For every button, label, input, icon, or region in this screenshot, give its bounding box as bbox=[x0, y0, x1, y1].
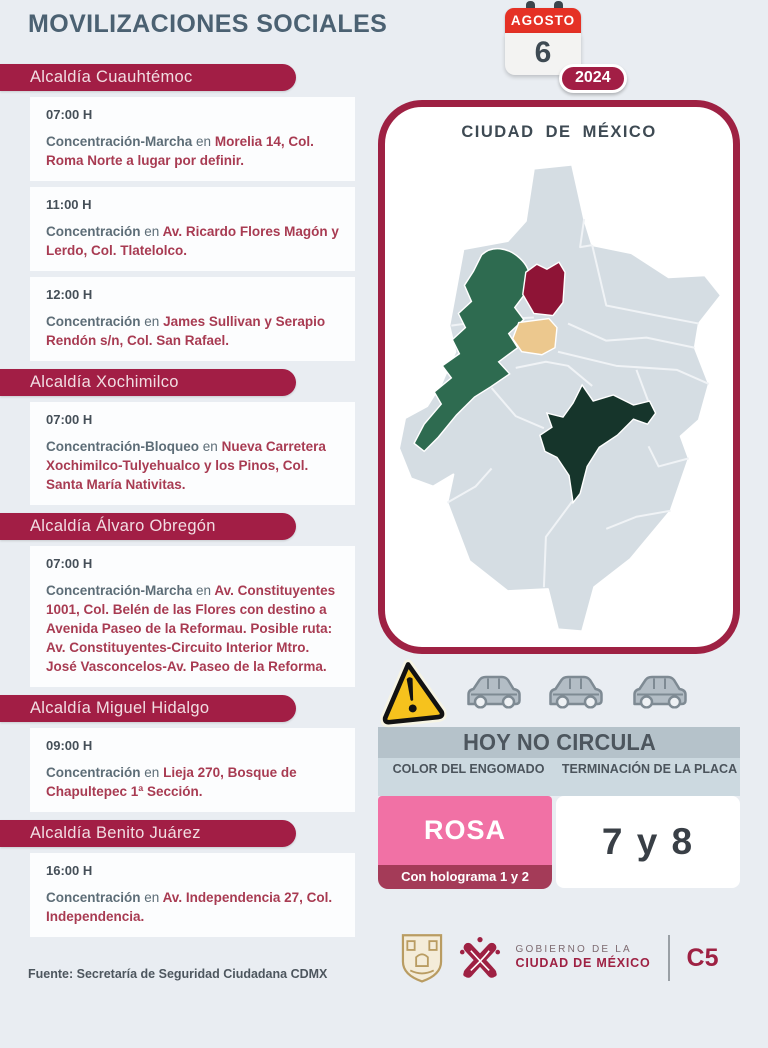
calendar-month: AGOSTO bbox=[505, 8, 581, 33]
footer-logos bbox=[378, 920, 740, 996]
alcaldia-section bbox=[0, 820, 360, 937]
event-type: Concentración bbox=[46, 314, 141, 329]
event-connector: en bbox=[144, 314, 160, 329]
hoy-no-circula-headers bbox=[378, 758, 740, 796]
alcaldia-name: Alcaldía Benito Juárez bbox=[30, 824, 201, 842]
alcaldia-header bbox=[0, 820, 296, 847]
alcaldia-name: Alcaldía Xochimilco bbox=[30, 373, 179, 391]
cdmx-map-panel bbox=[378, 100, 740, 654]
event-description bbox=[46, 132, 341, 170]
alcaldia-section bbox=[0, 695, 360, 812]
event-card bbox=[30, 402, 355, 505]
event-time: 11:00 H bbox=[46, 197, 92, 212]
page-title: MOVILIZACIONES SOCIALES bbox=[28, 10, 388, 38]
alcaldia-section bbox=[0, 369, 360, 505]
alcaldia-events bbox=[0, 546, 360, 687]
event-location: Morelia 14, Col. Roma Norte a lugar por definir. bbox=[46, 134, 314, 168]
event-description bbox=[46, 312, 341, 350]
engomado-color-cell bbox=[378, 796, 552, 889]
alcaldia-header bbox=[0, 64, 296, 91]
event-location: Nueva Carretera Xochimilco-Tulyehualco y los Pinos, Col. Santa María Nativitas. bbox=[46, 439, 326, 492]
event-description bbox=[46, 437, 341, 494]
government-line2: CIUDAD DE MÉXICO bbox=[515, 956, 651, 971]
event-connector: en bbox=[196, 583, 212, 598]
plate-ending-value: 7 y 8 bbox=[556, 796, 740, 888]
event-type: Concentración bbox=[46, 890, 141, 905]
car-icon bbox=[464, 672, 524, 709]
event-description bbox=[46, 763, 341, 801]
warning-triangle-icon bbox=[375, 655, 448, 730]
event-card bbox=[30, 853, 355, 937]
alcaldia-events bbox=[0, 402, 360, 505]
event-location: Av. Ricardo Flores Magón y Lerdo, Col. Tlatelolco. bbox=[46, 224, 339, 258]
hoy-no-circula-title-text: HOY NO CIRCULA bbox=[462, 729, 656, 755]
event-description bbox=[46, 888, 341, 926]
event-location: James Sullivan y Serapio Rendón s/n, Col. San Rafael. bbox=[46, 314, 326, 348]
government-line1: GOBIERNO DE LA bbox=[515, 943, 632, 955]
event-description bbox=[46, 581, 341, 676]
source-note: Fuente: Secretaría de Seguridad Ciudadana CDMX bbox=[28, 967, 328, 981]
event-connector: en bbox=[202, 439, 218, 454]
alcaldia-header bbox=[0, 369, 296, 396]
car-icon bbox=[630, 672, 690, 709]
alcaldia-name: Alcaldía Cuauhtémoc bbox=[30, 68, 193, 86]
column-header-placa: TERMINACIÓN DE LA PLACA bbox=[561, 762, 738, 776]
alcaldia-name: Alcaldía Álvaro Obregón bbox=[30, 517, 216, 535]
engomado-color-value: ROSA bbox=[378, 796, 552, 865]
event-connector: en bbox=[144, 765, 160, 780]
event-location: Lieja 270, Bosque de Chapultepec 1ª Sección. bbox=[46, 765, 297, 799]
event-card bbox=[30, 277, 355, 361]
alcaldia-header bbox=[0, 513, 296, 540]
alcaldia-section bbox=[0, 64, 360, 361]
coat-of-arms-shield-icon bbox=[400, 931, 444, 985]
event-card bbox=[30, 97, 355, 181]
cdmx-x-logo-icon bbox=[457, 932, 503, 984]
logo-divider bbox=[668, 935, 670, 981]
alcaldia-events bbox=[0, 853, 360, 937]
event-connector: en bbox=[196, 134, 212, 149]
cdmx-map bbox=[395, 153, 727, 639]
event-type: Concentración-Bloqueo bbox=[46, 439, 200, 454]
government-wordmark bbox=[516, 944, 651, 972]
hoy-no-circula-title bbox=[378, 727, 740, 758]
event-time: 16:00 H bbox=[46, 863, 93, 878]
event-connector: en bbox=[144, 890, 160, 905]
event-card bbox=[30, 187, 355, 271]
alcaldia-name: Alcaldía Miguel Hidalgo bbox=[30, 699, 210, 717]
hoy-no-circula-icons bbox=[378, 660, 740, 728]
year-badge: 2024 bbox=[559, 64, 627, 93]
event-type: Concentración-Marcha bbox=[46, 583, 193, 598]
event-card bbox=[30, 728, 355, 812]
column-header-engomado: COLOR DEL ENGOMADO bbox=[392, 762, 545, 776]
calendar-day: 6 bbox=[505, 33, 581, 75]
event-location: Av. Independencia 27, Col. Independencia. bbox=[46, 890, 333, 924]
event-connector: en bbox=[144, 224, 160, 239]
map-title: CIUDAD DE MÉXICO bbox=[461, 123, 657, 141]
event-location: Av. Constituyentes 1001, Col. Belén de las Flores con destino a Avenida Paseo de la Reformau. Posible ruta: Av. Constituyentes-Circuito Interior Mtro. José Vasconcelos-Av. Paseo de la Reforma. bbox=[46, 583, 336, 674]
hologram-note: Con holograma 1 y 2 bbox=[378, 865, 552, 889]
event-description bbox=[46, 222, 341, 260]
event-card bbox=[30, 546, 355, 687]
alcaldia-section bbox=[0, 513, 360, 687]
event-time: 12:00 H bbox=[46, 287, 93, 302]
event-time: 07:00 H bbox=[46, 107, 93, 122]
event-type: Concentración bbox=[46, 224, 141, 239]
alcaldia-header bbox=[0, 695, 296, 722]
map-region-highlight-tan bbox=[513, 319, 557, 355]
event-time: 07:00 H bbox=[46, 412, 93, 427]
car-icon bbox=[546, 672, 606, 709]
event-time: 09:00 H bbox=[46, 738, 93, 753]
alcaldia-events bbox=[0, 728, 360, 812]
events-column bbox=[0, 64, 360, 943]
alcaldia-events bbox=[0, 97, 360, 361]
event-type: Concentración bbox=[46, 765, 141, 780]
event-time: 07:00 H bbox=[46, 556, 93, 571]
c5-logo: C5 bbox=[686, 943, 719, 972]
event-type: Concentración-Marcha bbox=[46, 134, 193, 149]
